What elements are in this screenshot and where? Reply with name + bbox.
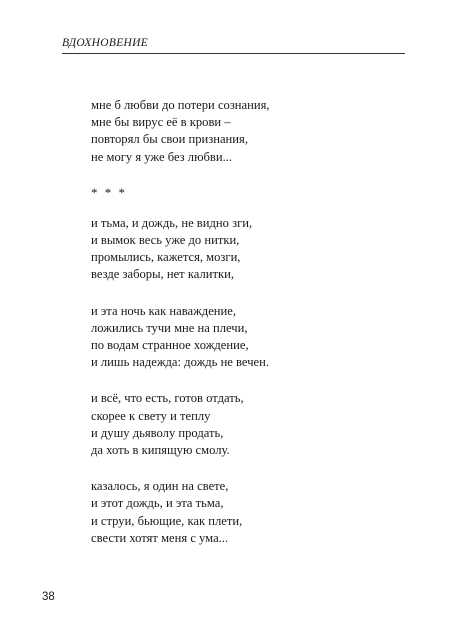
poem-line: и всё, что есть, готов отдать, (91, 391, 244, 406)
poem-line: по водам странное хождение, (91, 338, 249, 353)
poem-line: и эта ночь как наваждение, (91, 303, 237, 318)
poem-line: повторял бы свои признания, (91, 132, 248, 147)
page-number: 38 (42, 591, 55, 603)
poem-line: и тьма, и дождь, не видно зги, (91, 215, 253, 230)
stanza (91, 97, 411, 166)
poem-line: ложились тучи мне на плечи, (91, 320, 248, 335)
running-header: ВДОХНОВЕНИЕ (62, 37, 149, 49)
stanza (91, 478, 411, 547)
poem-line: да хоть в кипящую смолу. (91, 443, 230, 458)
poem-line: везде заборы, нет калитки, (91, 267, 234, 282)
poem-line: и вымок весь уже до нитки, (91, 233, 240, 248)
poem-line: свести хотят меня с ума... (91, 530, 229, 545)
poem-line: и этот дождь, и эта тьма, (91, 496, 224, 511)
poem-line: и струи, бьющие, как плети, (91, 513, 243, 528)
section-divider: * * * (91, 184, 127, 200)
poem-line: промылись, кажется, мозги, (91, 250, 241, 265)
poem-line: не могу я уже без любви... (91, 149, 233, 164)
stanza (91, 303, 411, 372)
stanza (91, 215, 411, 284)
poem-line: и душу дьяволу продать, (91, 425, 224, 440)
poem-line: и лишь надежда: дождь не вечен. (91, 355, 270, 370)
poem-line: мне бы вирус её в крови – (91, 115, 231, 130)
poem-line: скорее к свету и теплу (91, 408, 211, 423)
poem-line: мне б любви до потери сознания, (91, 98, 270, 112)
poem-body (91, 97, 411, 566)
header-rule (62, 53, 405, 54)
stanza (91, 390, 411, 459)
poem-line: казалось, я один на свете, (91, 479, 229, 494)
